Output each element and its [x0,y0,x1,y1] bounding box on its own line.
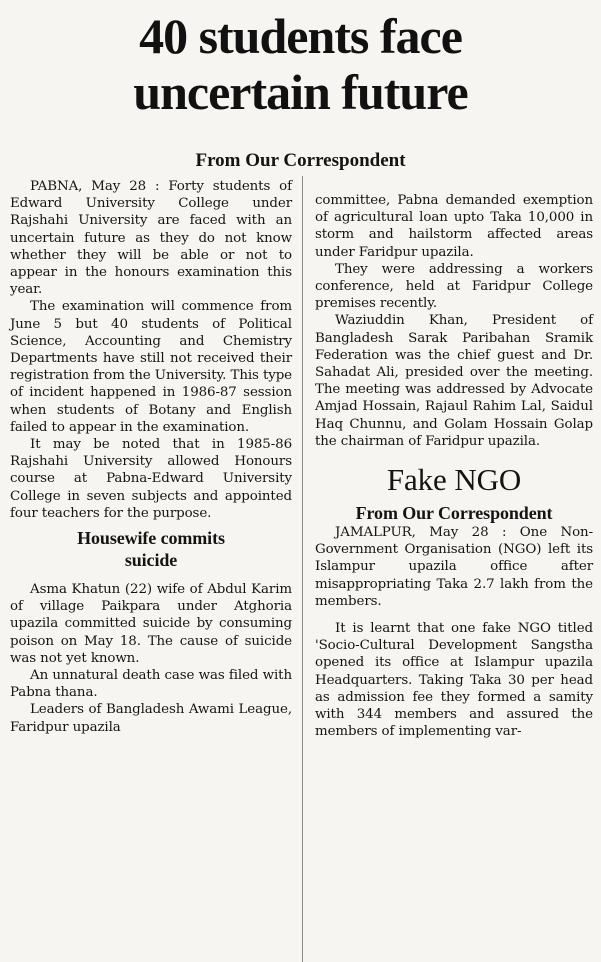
subheadline-line-1: Housewife commits [77,528,225,549]
paragraph-suicide: Asma Khatun (22) wife of Abdul Karim of village Paikpara under Atghoria upazila committed suicide by consuming poison on May 18. The cause of suicide was not yet known. [10,582,292,666]
article-byline: From Our Correspondent [195,150,406,171]
right-column [315,192,593,740]
column-divider [302,176,303,962]
subheadline-line-2: suicide [124,550,178,571]
left-column [10,178,292,736]
subheadline-fake-ngo: Fake NGO [386,462,522,498]
article-headline [0,8,601,120]
paragraph-fake-ngo-details: It is learnt that one fake NGO titled 'Socio-Cultural Development Sangstha opened its office at Islampur upazila Headquarters. Taking Taka 30 per head as admission fee they formed a samity with 344 members and assured the members of implementing var- [315,621,593,740]
paragraph-chief-guest: Waziuddin Khan, President of Bangladesh Sarak Paribahan Sramik Federation was the chief guest and Dr. Sahadat Ali, presided over the meeting. The meeting was addressed by Advocate Amjad Hossain, Rajaul Rahim Lal, Saidul Haq Chunnu, and Golam Hossain Golap the chairman of Faridpur upazila. [315,313,593,449]
paragraph-awami-league: Leaders of Bangladesh Awami League, Faridpur upazila [10,702,292,735]
subheadline-housewife [10,527,292,571]
paragraph-workers-conference: They were addressing a workers conference, held at Faridpur College premises recently. [315,261,593,312]
paragraph-jamalpur: JAMALPUR, May 28 : One Non-Government Organisation (NGO) left its Islampur upazila office after misappropriating Taka 2.7 lakh from the members. [315,525,593,609]
paragraph-death-case: An unnatural death case was filed with Pabna thana. [10,668,292,701]
headline-line-2: uncertain future [133,64,468,120]
paragraph-exam-date: The examination will commence from June 5 but 40 students of Political Science, Accounting and Chemistry Departments have still not received their registration from the University. This type of incident happened in 1986-87 session when students of Botany and English failed to appear in the examination. [10,299,293,435]
fake-ngo-byline: From Our Correspondent [355,503,553,524]
headline-line-1: 40 students face [139,8,462,64]
paragraph-pabna-intro: PABNA, May 28 : Forty students of Edward University College under Rajshahi University are faced with an uncertain future as they do not know whether they will be able or not to appear in the honours examination this year. [10,179,292,298]
paragraph-committee-cont: committee, Pabna demanded exemption of agricultural loan upto Taka 10,000 in storm and hailstorm affected areas under Faridpur upazila. [315,193,593,260]
paragraph-honours-course: It may be noted that in 1985-86 Rajshahi University allowed Honours course at Pabna-Edward University College in seven subjects and appointed four teachers for the purpose. [10,437,292,521]
